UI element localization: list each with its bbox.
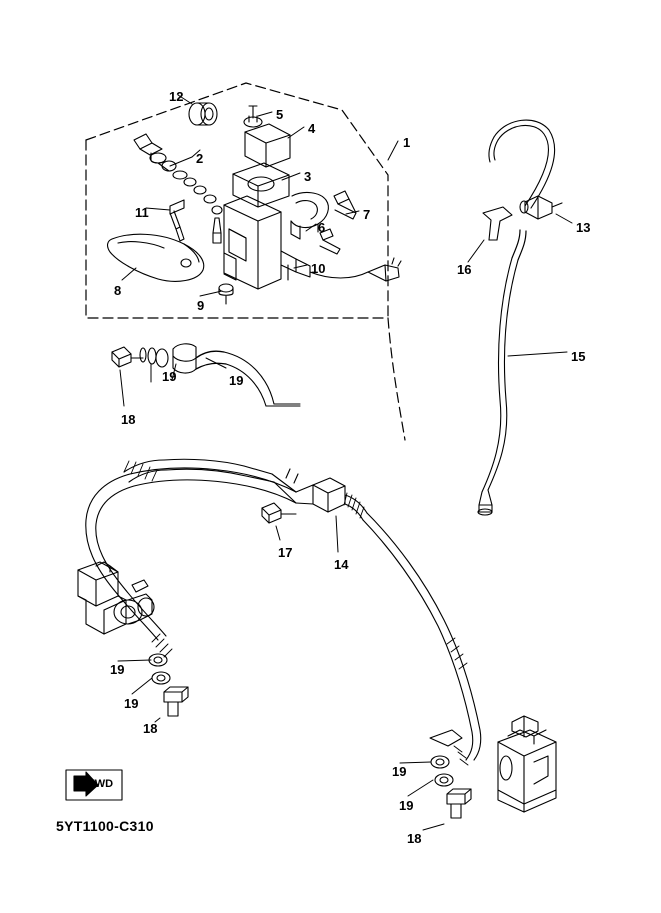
callout-number: 10 (311, 261, 326, 276)
callout-number: 15 (571, 349, 586, 364)
callout-number: 6 (318, 220, 326, 235)
callout-number: 3 (304, 169, 312, 184)
part-number-label: 5YT1100-C310 (56, 818, 154, 834)
rear-caliper-banjo-bolt (430, 730, 471, 818)
callout-number: 17 (278, 545, 293, 560)
rear-brake-hose-15 (478, 120, 555, 515)
callout-number: 19 (392, 764, 407, 779)
hose-end-fitting-13 (520, 196, 562, 219)
callout-number: 5 (276, 107, 284, 122)
brake-hose-right-lower (363, 513, 481, 765)
reservoir-diaphragm (233, 163, 289, 207)
callout-number: 4 (308, 121, 316, 136)
front-brake-hose-upper (112, 344, 300, 406)
callout-number: 2 (196, 151, 204, 166)
callout-number: 13 (576, 220, 591, 235)
callout-number: 12 (169, 89, 184, 104)
hose-bracket-16 (483, 207, 512, 240)
callout-number: 19 (229, 373, 244, 388)
callout-number: 7 (363, 207, 371, 222)
callout-number: 18 (407, 831, 422, 846)
piston-assembly-2 (134, 134, 222, 243)
callout-number: 19 (399, 798, 414, 813)
callout-number: 18 (143, 721, 158, 736)
brake-lever (108, 234, 204, 281)
callout-number: 9 (197, 298, 205, 313)
clamp-bolt-7 (334, 191, 356, 219)
leader-lines (118, 95, 572, 830)
hose-union-14 (296, 478, 367, 520)
lever-pivot-bolt (170, 200, 184, 241)
callout-number: 8 (114, 283, 122, 298)
callout-number: 11 (135, 205, 149, 220)
callout-number: 19 (124, 696, 139, 711)
master-cylinder-body (224, 196, 310, 289)
union-bolt-17 (262, 503, 296, 523)
front-caliper-banjo-bolt (149, 654, 188, 716)
dust-boot-12 (189, 103, 217, 125)
callout-number: 19 (162, 369, 177, 384)
fwd-label: FWD (88, 778, 114, 790)
callout-number: 1 (403, 135, 411, 150)
callout-number: 19 (110, 662, 125, 677)
callout-number: 16 (457, 262, 472, 277)
screw-9 (219, 284, 233, 304)
callout-number: 18 (121, 412, 136, 427)
rear-brake-caliper (498, 716, 556, 812)
callout-number: 14 (334, 557, 349, 572)
